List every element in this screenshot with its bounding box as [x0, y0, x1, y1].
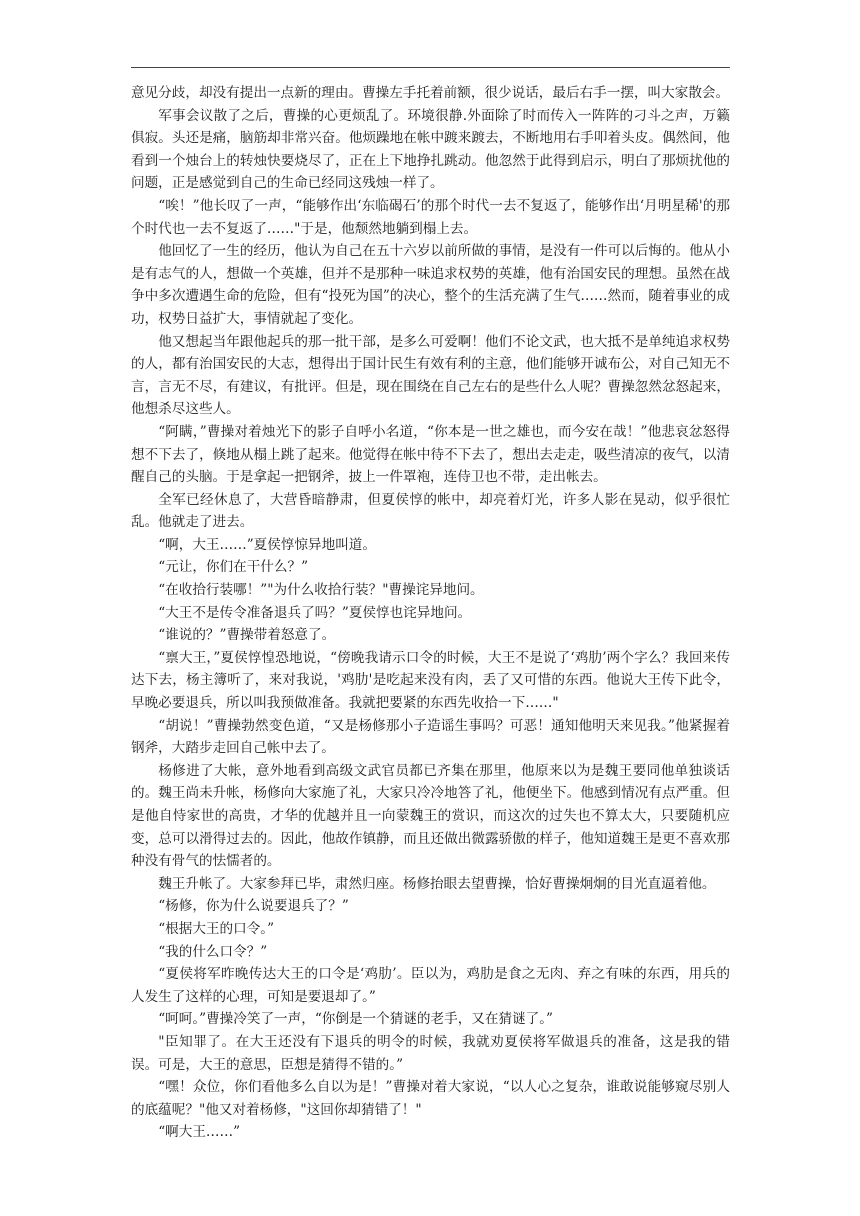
paragraph: "臣知罪了。在大王还没有下退兵的明令的时候，我就劝夏侯将军做退兵的准备，这是我的错误。可是，大王的意思，臣想是猜得不错的。” — [131, 1033, 730, 1073]
paragraph: 全军已经休息了，大营昏暗静肃，但夏侯惇的帐中，却亮着灯光，许多人影在晃动，似乎很忙乱。他就走了进去。 — [131, 491, 730, 531]
paragraph: “夏侯将军昨晚传达大王的口令是‘鸡肋’。臣以为，鸡肋是食之无肉、弃之有味的东西，用兵的人发生了这样的心理，可知是要退却了。” — [131, 966, 730, 1005]
dialogue-line: “大王不是传令准备退兵了吗？”夏侯惇也诧异地问。 — [158, 604, 472, 621]
dialogue-line: “我的什么口令？” — [158, 943, 268, 960]
dialogue-line: “根据大王的口令。” — [158, 920, 275, 937]
header-rule — [131, 67, 730, 68]
dialogue-line: “啊，大王……”夏侯惇惊异地叫道。 — [158, 536, 376, 553]
story-text — [131, 82, 730, 1144]
paragraph: 他回忆了一生的经历，他认为自己在五十六岁以前所做的事情，是没有一件可以后悔的。他从小是有志气的人，想做一个英雄，但并不是那种一味追求权势的英雄，他有治国安民的理想。虽然在战争中多次遭遇生命的危险，但有“投死为国”的决心，整个的生活充满了生气……然而，随着事业的成功，权势日益扩大，事情就起了变化。 — [131, 243, 730, 327]
paragraph: 他又想起当年跟他起兵的那一批干部，是多么可爱啊！他们不论文武，也大抵不是单纯追求权势的人，都有治国安民的大志，想得出于国计民生有效有利的主意，他们能够开诚布公，对自己知无不言，言无不尽，有建议，有批评。但是，现在围绕在自己左右的是些什么人呢？曹操忽然忿怒起来，他想杀尽这些人。 — [131, 333, 730, 418]
paragraph: “禀大王，”夏侯惇惶恐地说，“傍晚我请示口令的时候，大王不是说了‘鸡肋’两个字么？我回来传达下去，杨主簿听了，来对我说，'鸡肋'是吃起来没有肉，丢了又可惜的东西。他说大王传下此令，早晚必要退兵，所以叫我预做准备。我就把要紧的东西先收拾一下……" — [131, 649, 730, 712]
paragraph: 魏王升帐了。大家参拜已毕，肃然归座。杨修抬眼去望曹操，恰好曹操炯炯的目光直逼着他。 — [158, 875, 716, 892]
dialogue-line: “啊大王……” — [158, 1124, 241, 1141]
dialogue-line: “谁说的？”曹操带着怒意了。 — [158, 627, 336, 644]
dialogue-line: “元让，你们在干什么？” — [158, 559, 309, 576]
paragraph: 杨修进了大帐，意外地看到高级文武官员都已齐集在那里，他原来以为是魏王要同他单独谈话的。魏王尚未升帐，杨修向大家施了礼，大家只冷冷地答了礼，他便坐下。他感到情况有点严重。但是他自恃家世的高贵，才华的优越并且一向蒙魏王的赏识，而这次的过失也不算太大，只要随机应变，总可以滑得过去的。因此，他故作镇静，而且还做出微露骄傲的样子，他知道魏王是更不喜欢那种没有骨气的怯懦者的。 — [131, 762, 730, 870]
paragraph: “唉！”他长叹了一声，“能够作出‘东临碣石’的那个时代一去不复返了，能够作出‘月明星稀'的那个时代也一去不复返了……"于是，他颓然地躺到榻上去。 — [131, 197, 730, 237]
dialogue-line: “呵呵。”曹操冷笑了一声，“你倒是一个猜谜的老手，又在猜谜了。” — [158, 1011, 554, 1028]
paragraph: “阿瞒，”曹操对着烛光下的影子自呼小名道，“你本是一世之雄也，而今安在哉！”他悲哀忿怒得想不下去了，倏地从榻上跳了起来。他觉得在帐中待不下去了，想出去走走，吸些清凉的夜气，以清醒自己的头脑。于是拿起一把钢斧，披上一件罩袍，连侍卫也不带，走出帐去。 — [131, 423, 730, 486]
dialogue-line: “在收拾行装哪！”"为什么收拾行装？"曹操诧异地问。 — [158, 582, 484, 599]
paragraph: 军事会议散了之后，曹操的心更烦乱了。环境很静.外面除了时而传入一阵阵的刁斗之声，万籁俱寂。头还是痛，脑筋却非常兴奋。他烦躁地在帐中踱来踱去，不断地用右手叩着头皮。偶然间，他看到一个烛台上的转烛快要烧尽了，正在上下地挣扎跳动。他忽然于此得到启示，明白了那烦扰他的问题，正是感觉到自己的生命已经同这残烛一样了。 — [131, 107, 730, 192]
dialogue-line: “杨修，你为什么说要退兵了？” — [158, 898, 349, 915]
paragraph: “胡说！”曹操勃然变色道，“又是杨修那小子造谣生事吗？可恶！通知他明天来见我。”他紧握着钢斧，大踏步走回自己帐中去了。 — [131, 717, 730, 757]
paragraph: “嘿！众位，你们看他多么自以为是！”曹操对着大家说，“以人心之复杂，谁敢说能够窥尽别人的底蕴呢？"他又对着杨修，"这回你却猜错了！" — [131, 1079, 730, 1118]
paragraph: 意见分歧，却没有提出一点新的理由。曹操左手托着前额，很少说话，最后右手一摆，叫大家散会。 — [131, 85, 730, 101]
